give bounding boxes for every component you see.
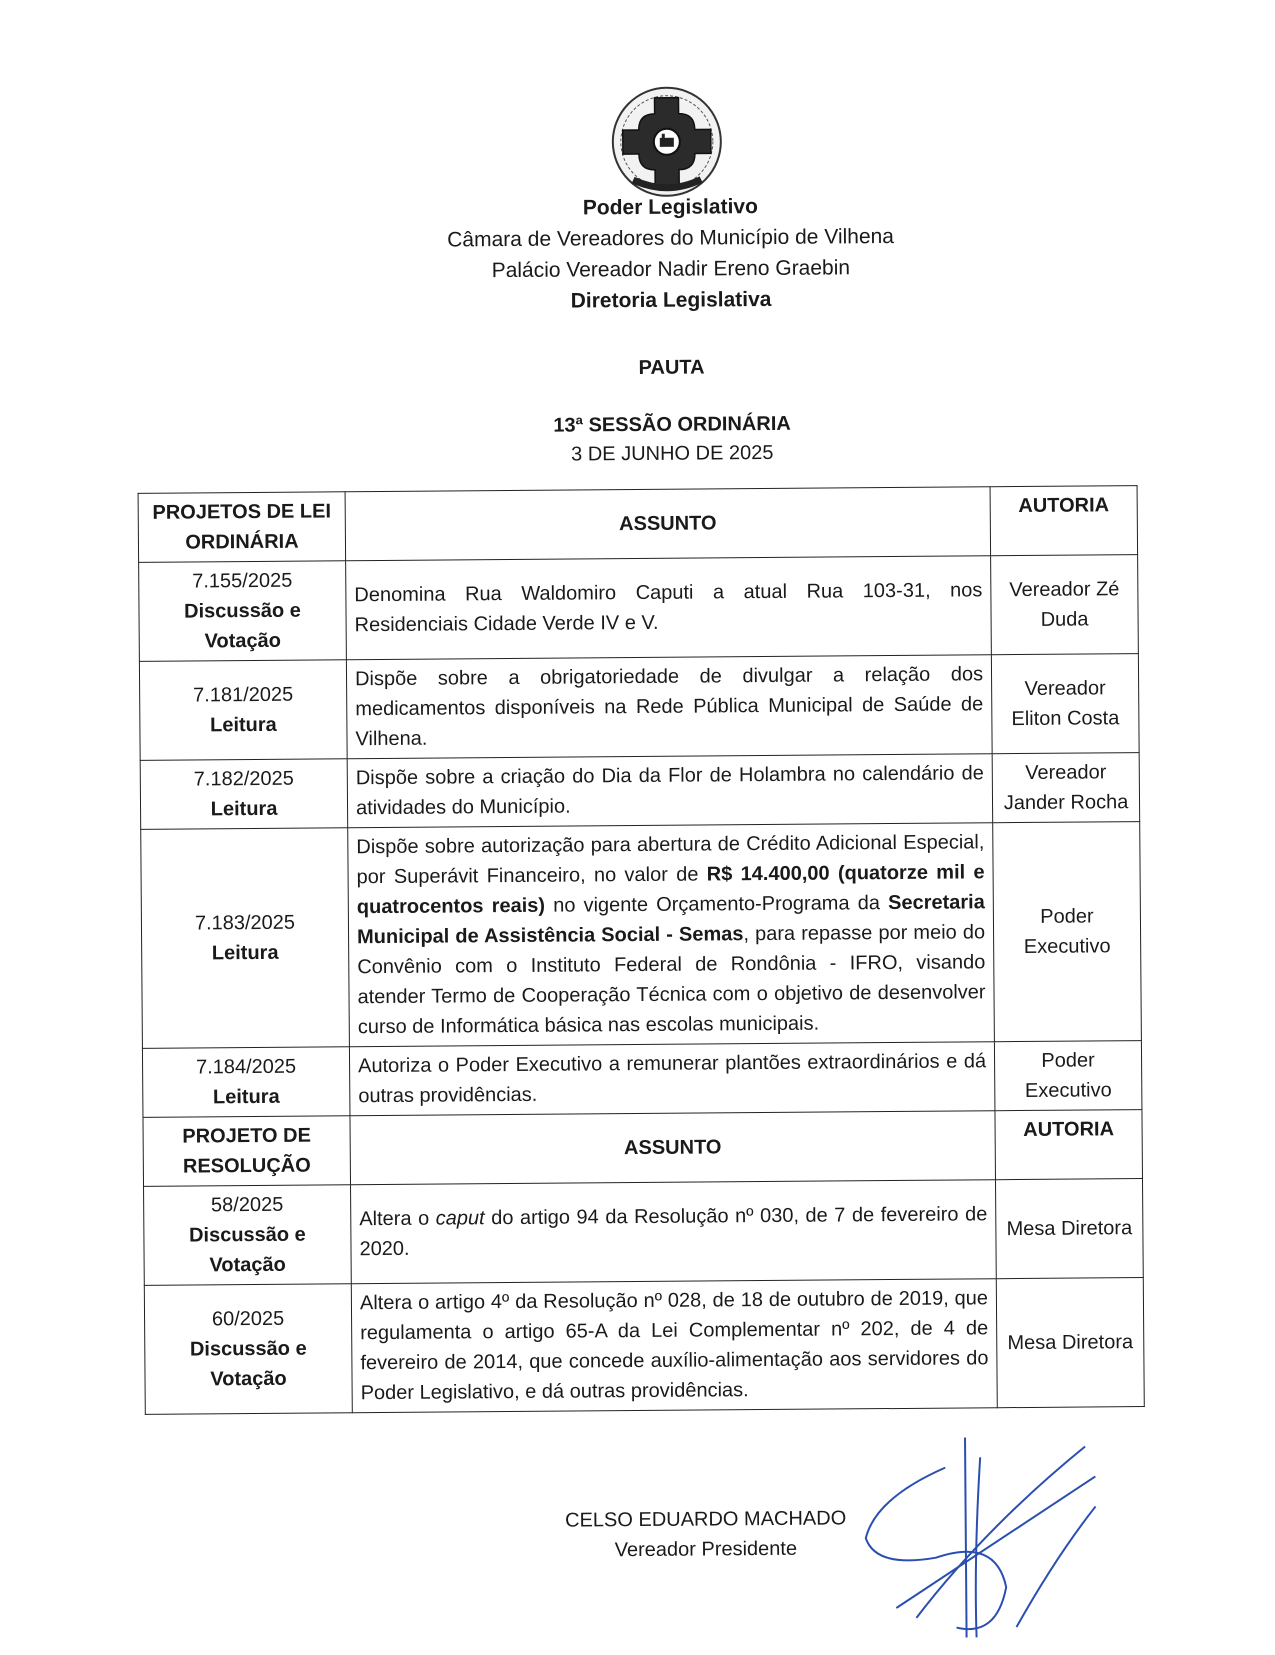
agenda-table bbox=[138, 485, 1145, 1415]
col-header-subject: ASSUNTO bbox=[345, 487, 991, 561]
bill-number-cell bbox=[140, 759, 348, 830]
col-header-type: PROJETO DE RESOLUÇÃO bbox=[143, 1116, 351, 1187]
handwritten-signature-icon bbox=[855, 1436, 1117, 1648]
table-row bbox=[144, 1278, 1144, 1415]
bill-number-cell bbox=[142, 1047, 350, 1118]
bill-number: 7.183/2025 bbox=[194, 911, 296, 935]
resolution-number-cell bbox=[144, 1284, 352, 1415]
table-row bbox=[142, 1041, 1142, 1118]
bill-stage: Leitura bbox=[210, 797, 278, 821]
bill-subject: Denomina Rua Waldomiro Caputi a atual Rua 103-31, nos Residenciais Cidade Verde IV e V. bbox=[346, 556, 992, 660]
table-header-row-lei bbox=[138, 486, 1138, 563]
resolution-subject: Altera o artigo 4º da Resolução nº 028, de 18 de outubro de 2019, que regulamenta o artigo 65-A da Lei Complementar nº 202, de 4 de fevereiro de 2014, que concede auxílio-alimentação aos servidores do Poder Legislativo, e dá outras providências. bbox=[351, 1279, 997, 1413]
bill-author: Vereador Jander Rocha bbox=[992, 753, 1140, 823]
bill-stage: Leitura bbox=[212, 1085, 280, 1109]
bill-stage: Leitura bbox=[209, 713, 277, 737]
bill-author: Poder Executivo bbox=[993, 822, 1142, 1042]
subject-caput: caput bbox=[435, 1207, 485, 1230]
signatory-role: Vereador Presidente bbox=[614, 1537, 798, 1562]
bill-number-cell bbox=[139, 660, 347, 761]
bill-number: 7.181/2025 bbox=[193, 683, 294, 707]
header-block bbox=[295, 189, 1046, 319]
document-title: PAUTA bbox=[638, 356, 705, 379]
municipal-seal-icon bbox=[608, 83, 725, 200]
resolution-stage: Discussão e Votação bbox=[188, 1223, 306, 1277]
bill-subject: Autoriza o Poder Executivo a remunerar plantões extraordinários e dá outras providências. bbox=[349, 1042, 995, 1116]
bill-number-cell bbox=[141, 828, 350, 1049]
table-row bbox=[140, 753, 1140, 830]
subject-text: Dispõe sobre autorização para abertura de Crédito Adicional Especial, por Superávit Financeiro, no valor de bbox=[356, 831, 985, 889]
bill-subject: Dispõe sobre a criação do Dia da Flor de Holambra no calendário de atividades do Município. bbox=[347, 754, 993, 828]
bill-number: 7.182/2025 bbox=[193, 767, 294, 791]
subject-amount: R$ 14.400,00 (quatorze mil e quatrocentos reais) bbox=[356, 861, 985, 919]
bill-number: 7.155/2025 bbox=[192, 569, 293, 593]
bill-author: Vereador Eliton Costa bbox=[991, 654, 1139, 754]
bill-stage: Leitura bbox=[211, 941, 279, 965]
bill-number-cell bbox=[139, 561, 347, 662]
header-palacio: Palácio Vereador Nadir Ereno Graebin bbox=[491, 256, 851, 283]
col-header-author: AUTORIA bbox=[990, 486, 1138, 556]
subject-text: Altera o bbox=[359, 1207, 436, 1231]
bill-stage: Discussão e Votação bbox=[184, 599, 301, 653]
col-header-author: AUTORIA bbox=[995, 1110, 1143, 1180]
bill-number: 7.184/2025 bbox=[195, 1055, 297, 1079]
table-header-row-resolucao bbox=[143, 1110, 1143, 1187]
bill-author: Poder Executivo bbox=[994, 1041, 1142, 1111]
subject-text: , para repasse por meio do Convênio com o Instituto Federal de Rondônia - IFRO, visando atender Termo de Cooperação Técnica com o objetivo de desenvolver curso de Informática básica nas escolas municipais. bbox=[357, 921, 986, 1039]
subject-secretaria: Secretaria Municipal de Assistência Social - Semas bbox=[356, 891, 985, 949]
header-diretoria: Diretoria Legislativa bbox=[570, 287, 772, 313]
subject-text: no vigente Orçamento-Programa da bbox=[544, 892, 889, 917]
col-header-subject: ASSUNTO bbox=[350, 1111, 996, 1185]
table-row bbox=[141, 822, 1142, 1049]
resolution-number: 60/2025 bbox=[211, 1307, 285, 1331]
header-camara: Câmara de Vereadores do Município de Vilhena bbox=[447, 224, 895, 252]
resolution-subject bbox=[351, 1180, 997, 1284]
bill-subject bbox=[348, 823, 995, 1047]
col-header-type: PROJETOS DE LEI ORDINÁRIA bbox=[138, 492, 346, 563]
resolution-number-cell bbox=[144, 1185, 352, 1286]
signatory-block bbox=[506, 1503, 906, 1566]
table-row bbox=[139, 654, 1139, 761]
header-poder-legislativo: Poder Legislativo bbox=[582, 195, 758, 220]
table-row bbox=[144, 1179, 1144, 1286]
signatory-name: CELSO EDUARDO MACHADO bbox=[564, 1507, 847, 1532]
session-date: 3 DE JUNHO DE 2025 bbox=[571, 441, 774, 466]
resolution-stage: Discussão e Votação bbox=[189, 1337, 307, 1391]
bill-subject: Dispõe sobre a obrigatoriedade de divulgar a relação dos medicamentos disponíveis na Rede Pública Municipal de Saúde de Vilhena. bbox=[346, 655, 992, 759]
bill-author: Vereador Zé Duda bbox=[991, 555, 1139, 655]
resolution-author: Mesa Diretora bbox=[996, 1278, 1144, 1408]
session-title: 13ª SESSÃO ORDINÁRIA bbox=[553, 412, 791, 437]
subject-text: do artigo 94 da Resolução nº 030, de 7 de fevereiro de 2020. bbox=[359, 1203, 988, 1261]
resolution-author: Mesa Diretora bbox=[995, 1179, 1143, 1279]
table-row bbox=[139, 555, 1139, 662]
resolution-number: 58/2025 bbox=[210, 1193, 284, 1217]
